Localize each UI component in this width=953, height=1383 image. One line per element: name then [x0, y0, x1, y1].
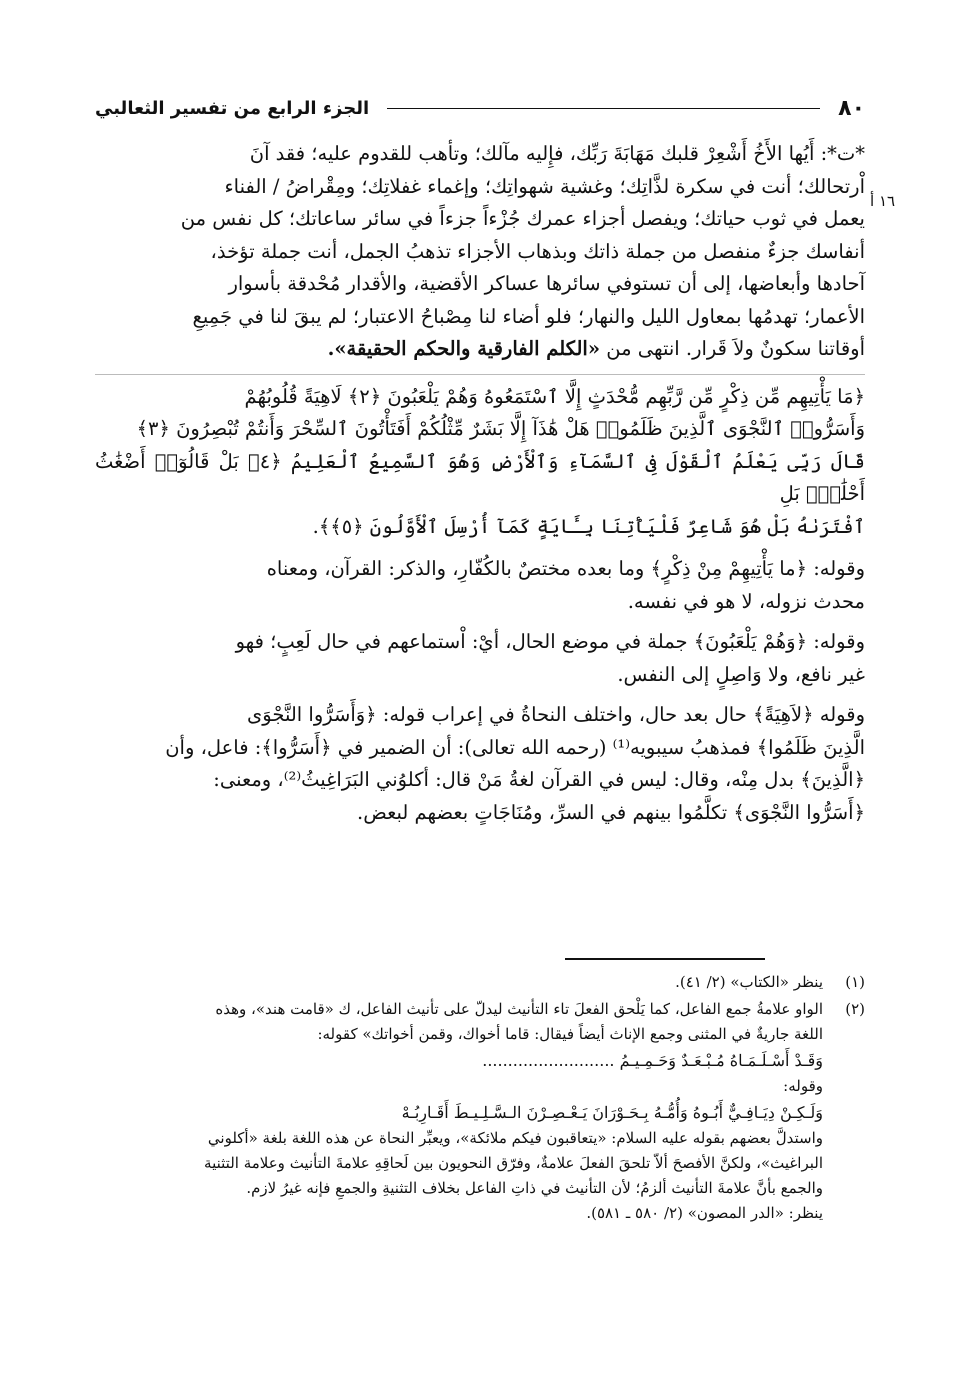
- footnotes: [95, 970, 865, 1228]
- footnote-number: (١): [845, 973, 865, 991]
- footnote-line: اللغة جاريةٌ في المثنى وجمع الإناث أيضاً فيقال: قاما أخواك، وقمن أخواتك» كقوله:: [317, 1025, 823, 1043]
- text-line: اْرتحالك؛ أنت في سكرة لذَّاتِك؛ وغشية شهواتِك؛ وإغماء غفلاتِك؛ ومِقْراضُ / الفناء: [224, 174, 865, 198]
- text-line: آحادها وأبعاضها، إلى أن تستوفي سائرها عساكر الأقضية، والأقدار مُحْدقة بأسوار: [228, 272, 865, 295]
- footnote-line: ينظر: «الدر المصون» (٢/ ٥٨٠ ـ ٥٨١).: [586, 1204, 823, 1222]
- running-title: الجزء الرابع من تفسير الثعالبي: [95, 97, 370, 119]
- quran-line: قَالَ رَبِّى يَعْلَمُ ٱلْقَوْلَ فِى ٱلسَّمَآءِ وَٱلْأَرْضِ وَهُوَ ٱلسَّمِيعُ ٱلْعَلِيمُ ﴿٤﴾ بَلْ قَالُوٓا۟ أَضْغَٰثُ أَحْلَٰمٍۭ بَلِ: [95, 449, 865, 505]
- text-line: أنفاسك جزءٌ منفصل من جملة ذاتك وبذهاب الأجزاء تذهبُ الجمل، أنت جملة تؤخذ،: [210, 239, 865, 263]
- footnote-number: (٢): [845, 1000, 865, 1018]
- commentary-paragraph-3: [95, 626, 865, 691]
- margin-folio-note: ١٦ أ: [870, 192, 896, 210]
- intro-paragraph: [95, 138, 865, 366]
- footnote-2: [95, 997, 865, 1226]
- text-line: الأعمار؛ تهدمُها بمعاول الليل والنهار؛ فلو أضاء لنا مِصْباحُ الاعتبار؛ لم يبقَ لنا في جَمِيعِ: [192, 304, 865, 328]
- text-line-part: أوقاتنا سكونٌ ولاَ قَرار. انتهى من: [606, 337, 865, 360]
- footnote-line: البراغيث»، ولكنَّ الأفصحَ ألاّ تلحقَ الفعلَ علامةٌ، وفرّق النحويون بين لَحاقِهِ علامةَ التأنيث وعلامة التثنية: [204, 1154, 823, 1172]
- text-line: [95, 333, 865, 366]
- text-line: غير نافع، ولا وَاصِلٍ إلى النفس.: [617, 662, 865, 686]
- page-header: [95, 88, 865, 128]
- footnote-line: الواو علامةُ جمع الفاعل، كما يَلْحق الفعلَ تاء التأنيث ليدلّ على تأنيث الفاعل، ك «قامت هند»، وهذه: [215, 1000, 823, 1018]
- footnote-1: [95, 970, 865, 995]
- footnote-line: واستدلَّ بعضهم بقوله عليه السلام: «يتعاقبون فيكم ملائكة»، ويعبِّر النحاة عن هذه اللغة بلغة «أكلوني: [207, 1129, 823, 1147]
- source-title: «الكلم الفارقية والحكم الحقيقة».: [327, 337, 601, 360]
- footnote-text: ينظر «الكتاب» (٢/ ٤١).: [675, 973, 823, 991]
- text-line: ﴿أَسَرُّوا النَّجْوَى﴾ تكلَّمُوا بينهم في السرِّ، ومُنَاجَاتٍ بعضهم لبعض.: [357, 800, 865, 824]
- quran-verses: [95, 374, 865, 544]
- commentary-paragraph-4: [95, 699, 865, 829]
- quran-line: وَأَسَرُّوا۟ ٱلنَّجْوَى ٱلَّذِينَ ظَلَمُوا۟ هَلْ هَٰذَآ إِلَّا بَشَرٌ مِّثْلُكُمْ أَفَتَأْتُونَ ٱلسِّحْرَ وَأَنتُمْ تُبْصِرُونَ ﴿٣﴾: [136, 417, 865, 440]
- text-line: وقوله ﴿لاَهِيَةً﴾ حال بعد حال، واختلف النحاةُ في إعراب قوله: ﴿وَأَسَرُّوا النَّجْوَى: [247, 703, 865, 726]
- text-line: *ت*: أَيُها الأَخُ أَشْعِرْ قلبك مَهَابَةَ رَبِّك، فإِليه مآلك؛ وتأهب للقدوم عليه؛ فقد آنَ: [249, 142, 865, 165]
- header-rule: [387, 108, 820, 109]
- text-line: الَّذِينَ ظَلَمُوا﴾ فمذهبُ سيبويه⁽¹⁾ (رحمه الله تعالى): أن الضمير في ﴿أَسَرُّوا﴾: فاعل، وأن: [165, 735, 865, 759]
- text-line: يعمل في ثوب حياتك؛ ويفصل أجزاء عمرك جُزْءاً جزءاً في سائر ساعاتك؛ كل نفس من: [180, 207, 865, 230]
- page-number: ٨٠: [838, 95, 865, 121]
- footnote-line: وقوله:: [783, 1077, 823, 1095]
- text-line: وقوله: ﴿ما يَأْتِيهِمْ مِنْ ذِكْرٍ﴾ وما بعده مختصٌ بالكُفّارِ، والذكر: القرآن، ومعناه: [266, 557, 865, 580]
- footnote-separator: [565, 958, 765, 960]
- footnote-line: والجمع بأنَّ علامةَ التأنيث ألزمُ؛ لأن التأنيث في ذاتِ الفاعل بخلاف التثنيةِ والجمعِ فإنه غيرُ لازم.: [246, 1179, 823, 1197]
- text-line: محدث نزوله، لا هو في نفسه.: [627, 589, 865, 613]
- text-line: ﴿الَّذِينَ﴾ بدل مِنْه، وقال: ليس في القرآن لغةُ مَنْ قال: أكلوُني البَرَاغِيثُ⁽²⁾، ومعنى:: [213, 768, 865, 791]
- quran-line: ﴿مَا يَأْتِيهِم مِّن ذِكْرٍ مِّن رَّبِّهِم مُّحْدَثٍ إِلَّا ٱسْتَمَعُوهُ وَهُمْ يَلْعَبُونَ ﴿٢﴾ لَاهِيَةً قُلُوبُهُمْ: [244, 384, 865, 408]
- quran-line: ٱفْتَرَىٰهُ بَلْ هُوَ شَاعِرٌ فَلْيَأْتِنَا بِـَٔايَةٍ كَمَآ أُرْسِلَ ٱلْأَوَّلُونَ ﴿٥﴾﴾.: [312, 514, 865, 538]
- main-text: [95, 138, 865, 837]
- footnote-body: [95, 997, 823, 1226]
- text-line: وقوله: ﴿وَهُمْ يَلْعَبُونَ﴾ جملة في موضع الحال، أيْ: اْستماعهم في حال لَعِبٍ؛ فهو: [235, 630, 865, 653]
- commentary-paragraph-2: [95, 553, 865, 618]
- poetry-verse: وَقَـدْ أَسْـلَـمَـاهُ مُـبْـعَـدٌ وَحَـمِـيـمُ ..........................: [482, 1051, 823, 1070]
- poetry-verse: وَلَـكِـنْ دِيَـافِـيٌّ أَبُـوهُ وَأُمُّـهُ بِـحَـوْرَانَ يَـعْـصِـرْنَ الـسَّـلِـيـطَ أَقَـارِبُـهْ: [401, 1103, 823, 1122]
